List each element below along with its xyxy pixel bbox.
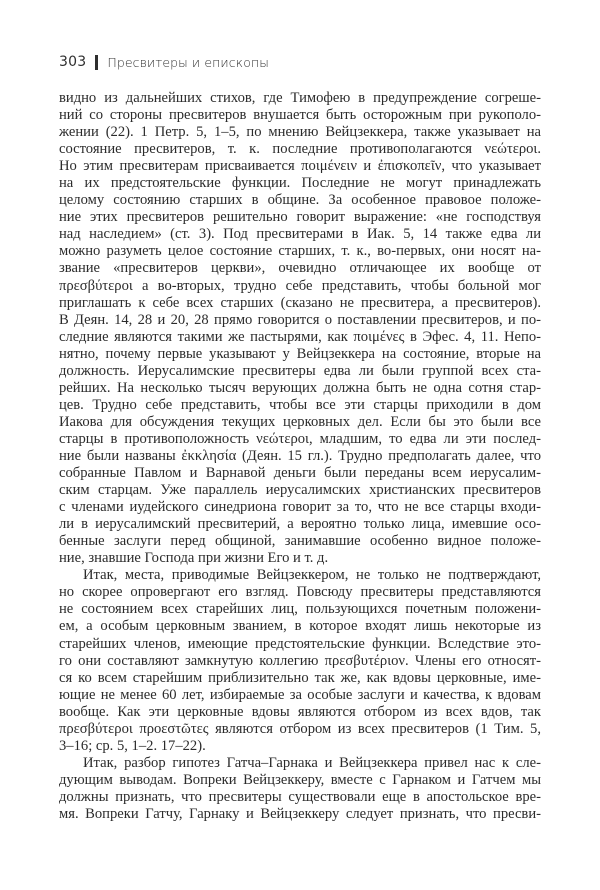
text-line: ний со стороны пресвитеров внушается быть осторожным при рукополо- — [59, 107, 541, 124]
text-line: можно разуметь целое состояние старших, т. к., во-первых, они носят на- — [59, 243, 541, 260]
text-line: над наследием» (ст. 3). Под пресвитерами в Иак. 5, 14 также едва ли — [59, 226, 541, 243]
paragraph-first-line: Итак, разбор гипотез Гатча–Гарнака и Вейцзеккера привел нас к сле- — [83, 754, 541, 771]
text-line: ние, знавшие Господа при жизни Его и т. д. — [59, 550, 329, 567]
text-line: ся ко всем старейшим приблизительно так же, как вдовы церковные, име- — [59, 669, 541, 686]
text-line: Иакова для обсуждения текущих церковных дел. Если бы это были все — [59, 413, 541, 430]
text-line: нятно, почему первые указывают у Вейцзеккера на состояние, вторые на — [59, 345, 541, 362]
text-line: на их предстоятельские функции. Последние не могут принадлежать — [59, 175, 541, 192]
text-line: целому состоянию старших в общине. За особенное правовое положе- — [59, 192, 541, 209]
text-line: Но этим пресвитерам присваивается ποιμένειν и ἐπισκοπεῖν, что указывает — [59, 158, 541, 175]
text-line: ским старцам. Уже параллель иерусалимских христианских пресвитеров — [59, 482, 541, 499]
text-line: не состоянием всех старейших лиц, пользующихся почетным положени- — [59, 601, 541, 618]
text-line: ющие не менее 60 лет, избираемые за особые заслуги и качества, к вдовам — [59, 686, 541, 703]
text-line: состояние пресвитеров, т. к. последние противополагаются νεώτεροι. — [59, 141, 541, 158]
text-line: приглашать к себе всех старших (сказано не пресвитера, а пресвитеров). — [59, 294, 541, 311]
text-line: ли в иерусалимский пресвитерий, а вероятно только лица, имевшие осо- — [59, 516, 541, 533]
text-line: бенные заслуги перед общиной, занимавшие особенно видное положе- — [59, 533, 541, 550]
page-number: 303 — [59, 54, 87, 70]
paragraph-first-line: Итак, места, приводимые Вейцзеккером, не только не подтверждают, — [83, 567, 541, 584]
text-line: ем, а особым церковным званием, в которое входят лишь некоторые из — [59, 618, 541, 635]
text-line: должность. Иерусалимские пресвитеры едва ли были группой всех ста- — [59, 362, 541, 379]
text-line: цев. Трудно себе представить, чтобы все эти старцы приходили в дом — [59, 396, 541, 413]
text-line: ние этих пресвитеров решительно говорит выражение: «не господствуя — [59, 209, 541, 226]
text-line: го они составляют замкнутую коллегию πρεσβυτέριον. Члены его относят- — [59, 652, 541, 669]
running-header — [59, 52, 269, 72]
body-text — [59, 90, 541, 823]
text-line: следние являются такими же пастырями, как ποιμένες в Эфес. 4, 11. Непо- — [59, 328, 541, 345]
text-line: В Деян. 14, 28 и 20, 28 прямо говорится о поставлении пресвитеров, и по- — [59, 311, 541, 328]
text-line: дующим выводам. Вопреки Вейцзеккеру, вместе с Гарнаком и Гатчем мы — [59, 771, 541, 788]
text-line: жении (22). 1 Петр. 5, 1–5, по мнению Вейцзеккера, также указывает на — [59, 124, 541, 141]
text-line: с членами иудейского синедриона говорит за то, что не все старцы входи- — [59, 499, 541, 516]
text-line: вообще. Как эти церковные вдовы являются отбором из всех вдов, так — [59, 703, 541, 720]
text-line: πρεσβύτεροι а во-вторых, трудно себе представить, чтобы больной мог — [59, 277, 541, 294]
running-title: Пресвитеры и епископы — [107, 54, 269, 70]
text-line: видно из дальнейших стихов, где Тимофею в предупреждение согреше- — [59, 90, 541, 106]
text-line: 3–16; ср. 5, 1–2. 17–22). — [59, 737, 206, 754]
text-line: но скорее опровергают его взгляд. Повсюду пресвитеры представляются — [59, 584, 541, 601]
text-line: старейших членов, имеющие предстоятельские функции. Вследствие это- — [59, 635, 541, 652]
header-divider — [95, 55, 98, 70]
text-line: мя. Вопреки Гатчу, Гарнаку и Вейцзеккеру следует признать, что пресви- — [59, 805, 541, 822]
text-line: старцы в противоположность νεώτεροι, младшим, то едва ли эти послед- — [59, 430, 541, 447]
text-line: собранные Павлом и Варнавой деньги были переданы всем иерусалим- — [59, 465, 541, 482]
text-line: звание «пресвитеров церкви», очевидно отличающее их вообще от — [59, 260, 541, 277]
text-line: должны признать, что пресвитеры существовали еще в апостольское вре- — [59, 788, 541, 805]
text-line: πρεσβύτεροι προεστῶτες являются отбором из всех пресвитеров (1 Тим. 5, — [59, 720, 541, 737]
text-line: рейших. На несколько тысяч верующих должна быть не одна сотня стар- — [59, 379, 541, 396]
text-line: ние были названы ἐκκλησία (Деян. 15 гл.). Трудно предполагать далее, что — [59, 447, 541, 464]
